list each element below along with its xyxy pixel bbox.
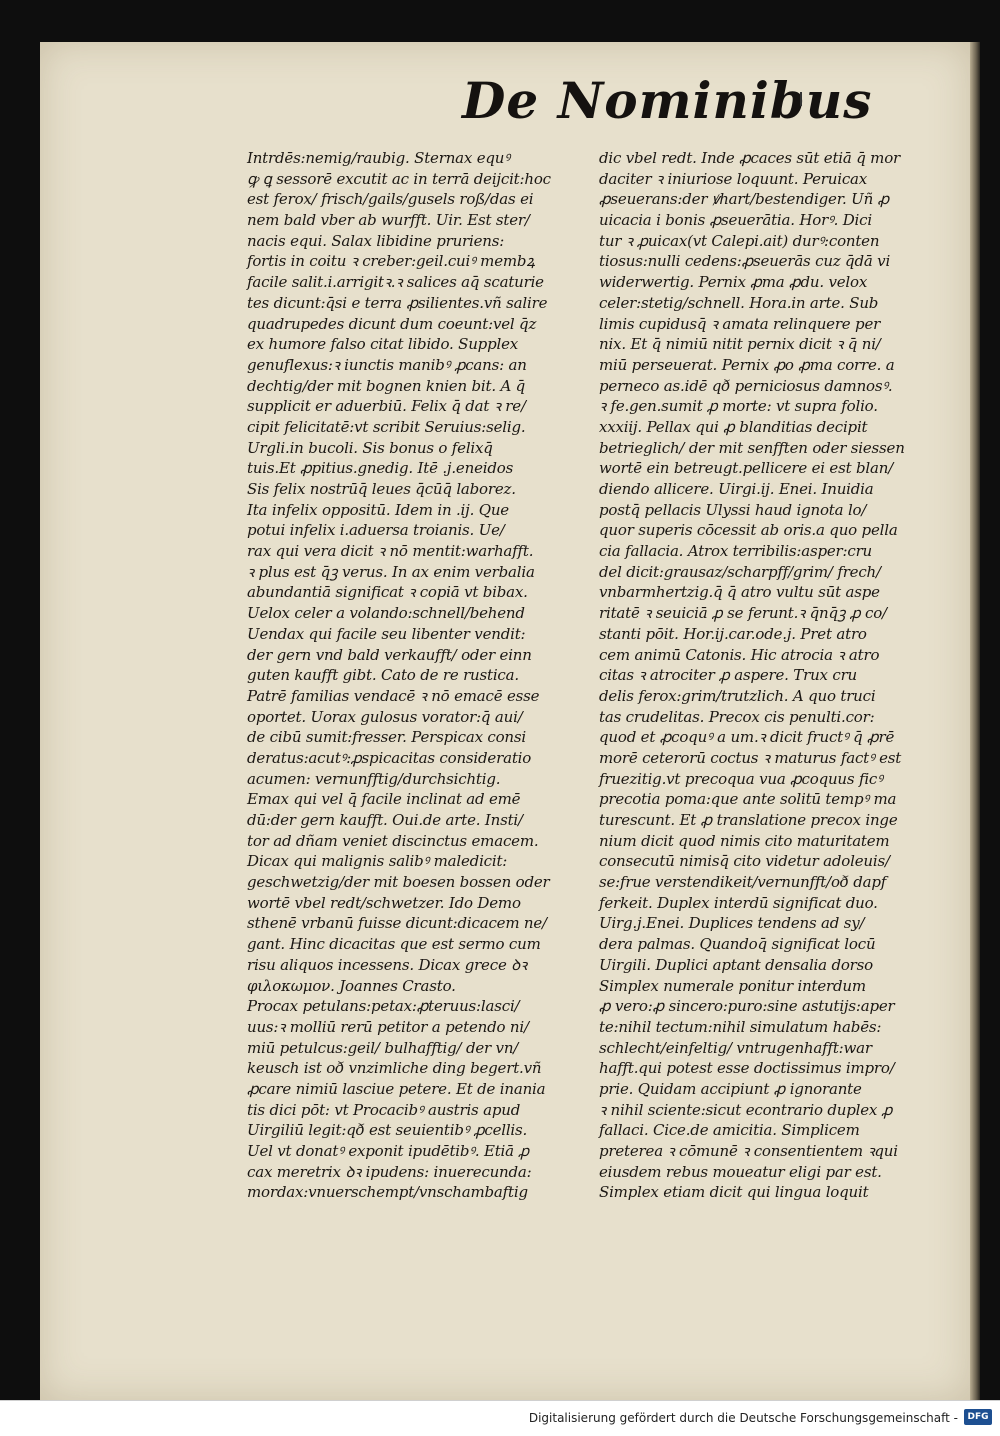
text-line: uus:ꝛ molliū rerū petitor a petendo ni/ (247, 1017, 529, 1036)
text-line: citas ꝛ atrociter ꝓ aspere. Trux cru (599, 666, 858, 685)
text-line: der gern vnd bald verkaufft/ oder einn (247, 645, 532, 664)
text-line: gant. Hinc dicacitas que est sermo cum (247, 935, 541, 954)
text-line: φιλοκωμον. Joannes Crasto. (247, 976, 456, 995)
text-line: ꝛ plus est q̄ꝫ verus. In ax enim verbalia (247, 562, 535, 581)
text-line: risu aliquos incessens. Dicax grece ꝺꝛ (247, 955, 527, 974)
text-line: miū perseuerat. Pernix ꝓo ꝓma corre. a (599, 355, 895, 374)
text-line: ꝙ ꝗ sessorē excutit ac in terrā deijcit:hoc (247, 169, 551, 188)
text-line: facile salit.i.arrigitꝛ.ꝛ salices aq̄ scaturie (247, 273, 544, 292)
text-line: Uel vt donatꝰ exponit ipudētibꝰ. Etiā ꝓ (247, 1142, 529, 1160)
text-line: potui infelix i.aduersa troianis. Ue/ (247, 521, 505, 540)
text-line: Intrdēs:nemig/raubig. Sternax equꝰ (247, 149, 510, 167)
footer-credit: Digitalisierung gefördert durch die Deutsche Forschungsgemeinschaft - (528, 1411, 958, 1425)
text-line: nem bald vber ab wurfft. Uir. Est ster/ (247, 211, 530, 230)
text-line: oportet. Uorax gulosus vorator:q̄ aui/ (247, 707, 523, 726)
running-head: De Nominibus (462, 71, 873, 130)
head-mark (800, 92, 808, 106)
text-line: celer:stetig/schnell. Hora.in arte. Sub (599, 293, 879, 312)
dfg-logo[interactable]: DFG (964, 1409, 992, 1425)
text-line: keusch ist oð vnzimliche ding begert.vñ (247, 1059, 542, 1078)
text-line: quor superis cōcessit ab oris.a quo pella (599, 521, 898, 540)
text-line: abundantiā significat ꝛ copiā vt bibax. (247, 583, 528, 602)
text-line: tis dici pōt: vt Procacibꝰ austris apud (247, 1100, 521, 1119)
page-edge (970, 42, 980, 1400)
text-line: de cibū sumit:fresser. Perspicax consi (247, 728, 526, 747)
text-line: Uendax qui facile seu libenter vendit: (247, 624, 526, 643)
footer-bar (0, 1400, 1000, 1436)
text-line: cipit felicitatē:vt scribit Seruius:selig. (247, 417, 526, 436)
text-line: cem animū Catonis. Hic atrocia ꝛ atro (599, 645, 880, 664)
right-column (599, 148, 961, 1202)
text-line: eiusdem rebus moueatur eligi par est. (599, 1162, 882, 1181)
text-line: preterea ꝛ cōmunē ꝛ consentientem ꝛqui (599, 1142, 898, 1160)
text-line: ritatē ꝛ seuiciā ꝓ se ferunt.ꝛ q̄nq̄ꝫ ꝓ co/ (599, 604, 887, 623)
text-line: quod et ꝓcoquꝰ a um.ꝛ dicit fructꝰ q̄ ꝓrē (599, 728, 895, 747)
text-line: Dicax qui malignis salibꝰ maledicit: (247, 852, 508, 871)
text-line: sthenē vrbanū fuisse dicunt:dicacem ne/ (247, 914, 547, 933)
text-line: tiosus:nulli cedens:ꝓseuerās cuz q̄dā vi (599, 252, 891, 271)
text-line: deratus:acutꝰ:ꝓspicacitas consideratio (247, 748, 532, 767)
text-line: wortē ein betreugt.pellicere ei est blan/ (599, 459, 894, 478)
text-line: xxxiij. Pellax qui ꝓ blanditias decipit (599, 417, 868, 436)
text-line: ꝓseuerans:der ꝟhart/bestendiger. Uñ ꝓ (599, 190, 890, 209)
text-line: est ferox/ frisch/gails/gusels roß/das ei (247, 190, 534, 209)
text-line: ꝓ vero:ꝓ sincero:puro:sine astutijs:aper (599, 997, 895, 1016)
text-line: Simplex etiam dicit qui lingua loquit (599, 1183, 869, 1202)
text-line: Urgli.in bucoli. Sis bonus o felixq̄ (247, 438, 493, 457)
text-line: tor ad dñam veniet discinctus emacem. (247, 831, 539, 850)
text-line: dechtig/der mit bognen knien bit. A q̄ (247, 376, 526, 395)
text-line: cia fallacia. Atrox terribilis:asper:cru (599, 542, 873, 561)
text-line: wortē vbel redt/schwetzer. Ido Demo (247, 893, 521, 912)
text-line: perneco as.idē qð perniciosus damnosꝰ. (599, 376, 893, 395)
text-line: nacis equi. Salax libidine pruriens: (247, 231, 505, 250)
text-line: fallaci. Cice.de amicitia. Simplicem (599, 1121, 860, 1140)
text-line: morē ceterorū coctus ꝛ maturus factꝰ est (599, 748, 902, 767)
text-line: ꝓcare nimiū lasciue petere. Et de inania (247, 1079, 546, 1098)
text-line: acumen: vernunfftig/durchsichtig. (247, 769, 501, 788)
text-line: stanti pōit. Hor.ij.car.ode.j. Pret atro (599, 624, 867, 643)
text-line: ex humore falso citat libido. Supplex (247, 335, 519, 354)
text-line: nix. Et q̄ nimiū nitit pernix dicit ꝛ q̄ ni/ (599, 335, 881, 354)
text-line: Procax petulans:petax:ꝓteruus:lasci/ (247, 997, 520, 1016)
text-line: dera palmas. Quandoq̄ significat locū (599, 935, 876, 954)
text-line: Uirg.j.Enei. Duplices tendens ad sy/ (599, 914, 865, 933)
text-line: cax meretrix ꝺꝛ ipudens: inuerecunda: (247, 1162, 532, 1181)
left-column (247, 148, 592, 1202)
text-line: dū:der gern kaufft. Oui.de arte. Insti/ (247, 811, 523, 829)
text-line: quadrupedes dicunt dum coeunt:vel q̄z (247, 314, 537, 333)
text-line: prie. Quidam accipiunt ꝓ ignorante (599, 1079, 862, 1098)
text-line: te:nihil tectum:nihil simulatum habēs: (599, 1017, 882, 1036)
text-line: precotia poma:que ante solitū tempꝰ ma (599, 790, 897, 809)
text-line: mordax:vnuerschempt/vnschambaftig (247, 1183, 528, 1202)
text-line: ꝛ nihil sciente:sicut econtrario duplex ꝓ (599, 1100, 893, 1119)
text-line: dic vbel redt. Inde ꝓcaces sūt etiā q̄ mor (599, 149, 900, 167)
text-line: turescunt. Et ꝓ translatione precox inge (599, 811, 898, 829)
text-line: delis ferox:grim/trutzlich. A quo truci (599, 686, 876, 705)
text-line: nium dicit quod nimis cito maturitatem (599, 831, 890, 850)
text-line: schlecht/einfeltig/ vntrugenhafft:war (599, 1038, 872, 1057)
text-line: supplicit er aduerbiū. Felix q̄ dat ꝛ re/ (247, 397, 526, 416)
text-line: widerwertig. Pernix ꝓma ꝓdu. velox (599, 273, 868, 292)
text-line: Sis felix nostrūq̄ leues q̄cūq̄ laborez. (247, 480, 516, 498)
text-line: Patrē familias vendacē ꝛ nō emacē esse (247, 686, 540, 705)
text-line: miū petulcus:geil/ bulhafftig/ der vn/ (247, 1038, 519, 1057)
text-line: fruezitig.vt precoqua vua ꝓcoquus ficꝰ (599, 769, 883, 788)
text-line: postq̄ pellacis Ulyssi haud ignota lo/ (599, 500, 867, 519)
text-line: ferkeit. Duplex interdū significat duo. (599, 893, 878, 912)
text-line: Uelox celer a volando:schnell/behend (247, 604, 525, 623)
text-line: rax qui vera dicit ꝛ nō mentit:warhafft. (247, 542, 534, 561)
text-line: Uirgili. Duplici aptant densalia dorso (599, 955, 873, 974)
text-line: Simplex numerale ponitur interdum (599, 976, 866, 995)
text-line: Ita infelix oppositū. Idem in .ij. Que (247, 500, 509, 519)
text-line: Emax qui vel q̄ facile inclinat ad emē (247, 790, 521, 809)
text-line: fortis in coitu ꝛ creber:geil.cuiꝰ membꝝ (247, 252, 535, 271)
text-line: genuflexus:ꝛ iunctis manibꝰ ꝓcans: an (247, 355, 527, 374)
text-line: ꝛ fe.gen.sumit ꝓ morte: vt supra folio. (599, 397, 878, 416)
text-line: diendo allicere. Uirgi.ij. Enei. Inuidia (599, 480, 874, 498)
text-line: tur ꝛ ꝓuicax(vt Calepi.ait) durꝰ:conten (599, 231, 880, 250)
text-line: vnbarmhertzig.q̄ q̄ atro vultu sūt aspe (599, 583, 880, 602)
text-line: uicacia i bonis ꝓseuerātia. Horꝰ. Dici (599, 211, 872, 230)
text-line: tes dicunt:q̄si e terra ꝓsilientes.vñ salire (247, 293, 548, 312)
text-line: daciter ꝛ iniuriose loquunt. Peruicax (599, 169, 868, 188)
text-line: hafft.qui potest esse doctissimus impro/ (599, 1059, 895, 1078)
text-line: tas crudelitas. Precox cis penulti.cor: (599, 707, 875, 726)
text-line: consecutū nimisq̄ cito videtur adoleuis/ (599, 852, 890, 871)
text-line: limis cupidusq̄ ꝛ amata relinquere per (599, 314, 881, 333)
text-line: Uirgiliū legit:qð est seuientibꝰ ꝓcellis. (247, 1121, 528, 1140)
text-line: tuis.Et ꝓpitius.gnedig. Itē .j.eneidos (247, 459, 514, 478)
text-line: betrieglich/ der mit senfften oder siessen (599, 438, 905, 457)
text-line: se:frue verstendikeit/vernunfft/oð dapf (599, 873, 887, 892)
text-line: guten kaufft gibt. Cato de re rustica. (247, 666, 519, 685)
text-line: del dicit:grausaz/scharpff/grim/ frech/ (599, 562, 881, 581)
text-line: geschwetzig/der mit boesen bossen oder (247, 873, 550, 892)
